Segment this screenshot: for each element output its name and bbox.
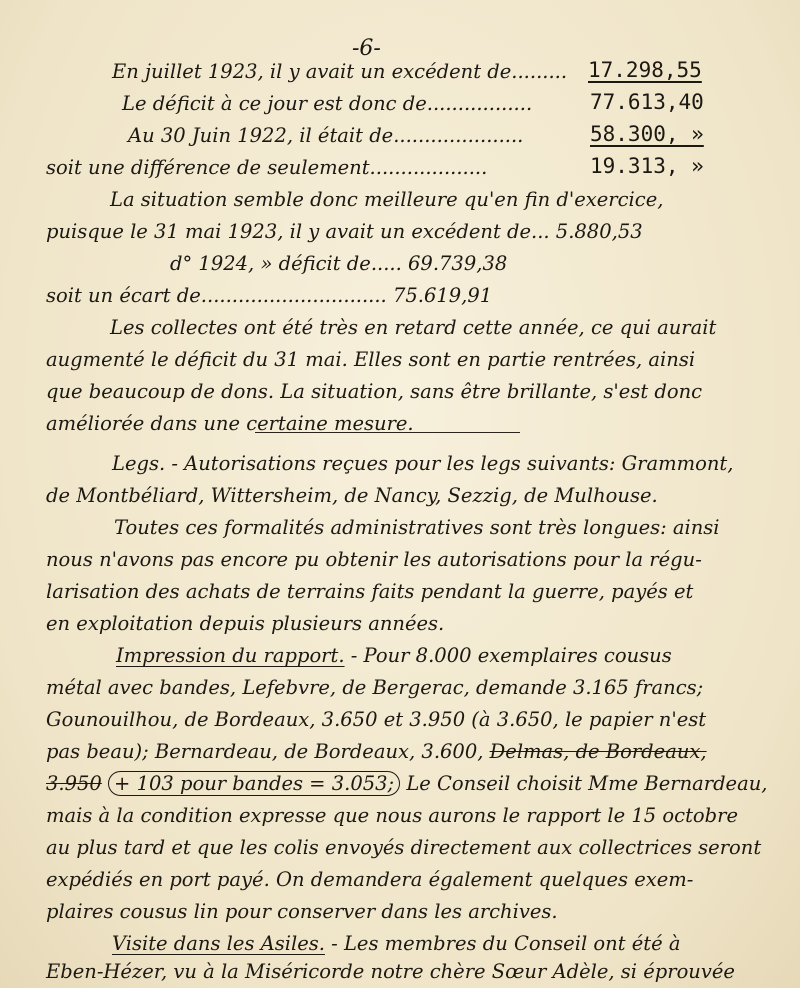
impression-line-5-rest: Le Conseil choisit Mme Bernardeau, xyxy=(400,772,768,795)
page-number: -6- xyxy=(352,36,381,61)
situation-line-4: soit un écart de.............................. 75.619,91 xyxy=(46,284,493,307)
finance-amount-2: 77.613,40 xyxy=(590,90,704,114)
impression-line-6: mais à la condition expresse que nous aurons le rapport le 15 octobre xyxy=(46,804,738,827)
impression-line-3: Gounouilhou, de Bordeaux, 3.650 et 3.950 (à 3.650, le papier n'est xyxy=(46,708,707,731)
legs-line-2: de Montbéliard, Wittersheim, de Nancy, Sezzig, de Mulhouse. xyxy=(46,484,658,507)
visite-line-2: Eben-Hézer, vu à la Miséricorde notre chère Sœur Adèle, si éprouvée xyxy=(46,960,735,983)
visite-line-1 xyxy=(112,934,680,954)
impression-line-4a: pas beau); Bernardeau, de Bordeaux, 3.600, xyxy=(46,740,490,763)
legs-line-1: Legs. - Autorisations reçues pour les legs suivants: Grammont, xyxy=(112,452,734,475)
situation-line-3: d° 1924, » déficit de..... 69.739,38 xyxy=(170,252,508,275)
impression-line-9: plaires cousus lin pour conserver dans les archives. xyxy=(46,900,558,923)
impression-line-5 xyxy=(46,774,767,794)
legs-line-3: Toutes ces formalités administratives sont très longues: ainsi xyxy=(114,516,720,539)
collectes-line-4: améliorée dans une certaine mesure. xyxy=(46,412,414,435)
collectes-line-3: que beaucoup de dons. La situation, sans être brillante, s'est donc xyxy=(46,380,703,403)
impression-title: Impression du rapport. xyxy=(116,644,345,667)
impression-line-4 xyxy=(46,742,707,762)
finance-line-3: Au 30 Juin 1922, il était de..................... xyxy=(128,124,524,147)
impression-line-2: métal avec bandes, Lefebvre, de Bergerac, demande 3.165 francs; xyxy=(46,676,704,699)
collectes-line-2: augmenté le déficit du 31 mai. Elles sont en partie rentrées, ainsi xyxy=(46,348,696,371)
situation-line-2: puisque le 31 mai 1923, il y avait un excédent de... 5.880,53 xyxy=(46,220,643,243)
finance-line-2: Le déficit à ce jour est donc de................. xyxy=(122,92,533,115)
finance-amount-4: 19.313, » xyxy=(590,154,704,178)
impression-line-8: expédiés en port payé. On demandera également quelques exem- xyxy=(46,868,694,891)
circled-note: + 103 pour bandes = 3.053; xyxy=(108,771,400,796)
collectes-line-1: Les collectes ont été très en retard cette année, ce qui aurait xyxy=(110,316,717,339)
finance-line-4: soit une différence de seulement................... xyxy=(46,156,488,179)
finance-amount-3: 58.300, » xyxy=(590,122,704,146)
impression-line-7: au plus tard et que les colis envoyés directement aux collectrices seront xyxy=(46,836,762,859)
legs-line-4: nous n'avons pas encore pu obtenir les autorisations pour la régu- xyxy=(46,548,702,571)
impression-line-1 xyxy=(116,646,672,666)
struck-text: Delmas, de Bordeaux, xyxy=(489,740,707,763)
finance-line-1: En juillet 1923, il y avait un excédent de......... xyxy=(112,60,568,83)
impression-line-1-rest: - Pour 8.000 exemplaires cousus xyxy=(344,644,672,667)
struck-amount: 3.950 xyxy=(46,772,102,795)
visite-title: Visite dans les Asiles. xyxy=(112,932,325,955)
visite-line-1-rest: - Les membres du Conseil ont été à xyxy=(324,932,681,955)
situation-line-1: La situation semble donc meilleure qu'en fin d'exercice, xyxy=(110,188,664,211)
legs-line-5: larisation des achats de terrains faits pendant la guerre, payés et xyxy=(46,580,694,603)
legs-line-6: en exploitation depuis plusieurs années. xyxy=(46,612,445,635)
finance-amount-1: 17.298,55 xyxy=(588,58,702,82)
section-divider xyxy=(255,432,520,433)
